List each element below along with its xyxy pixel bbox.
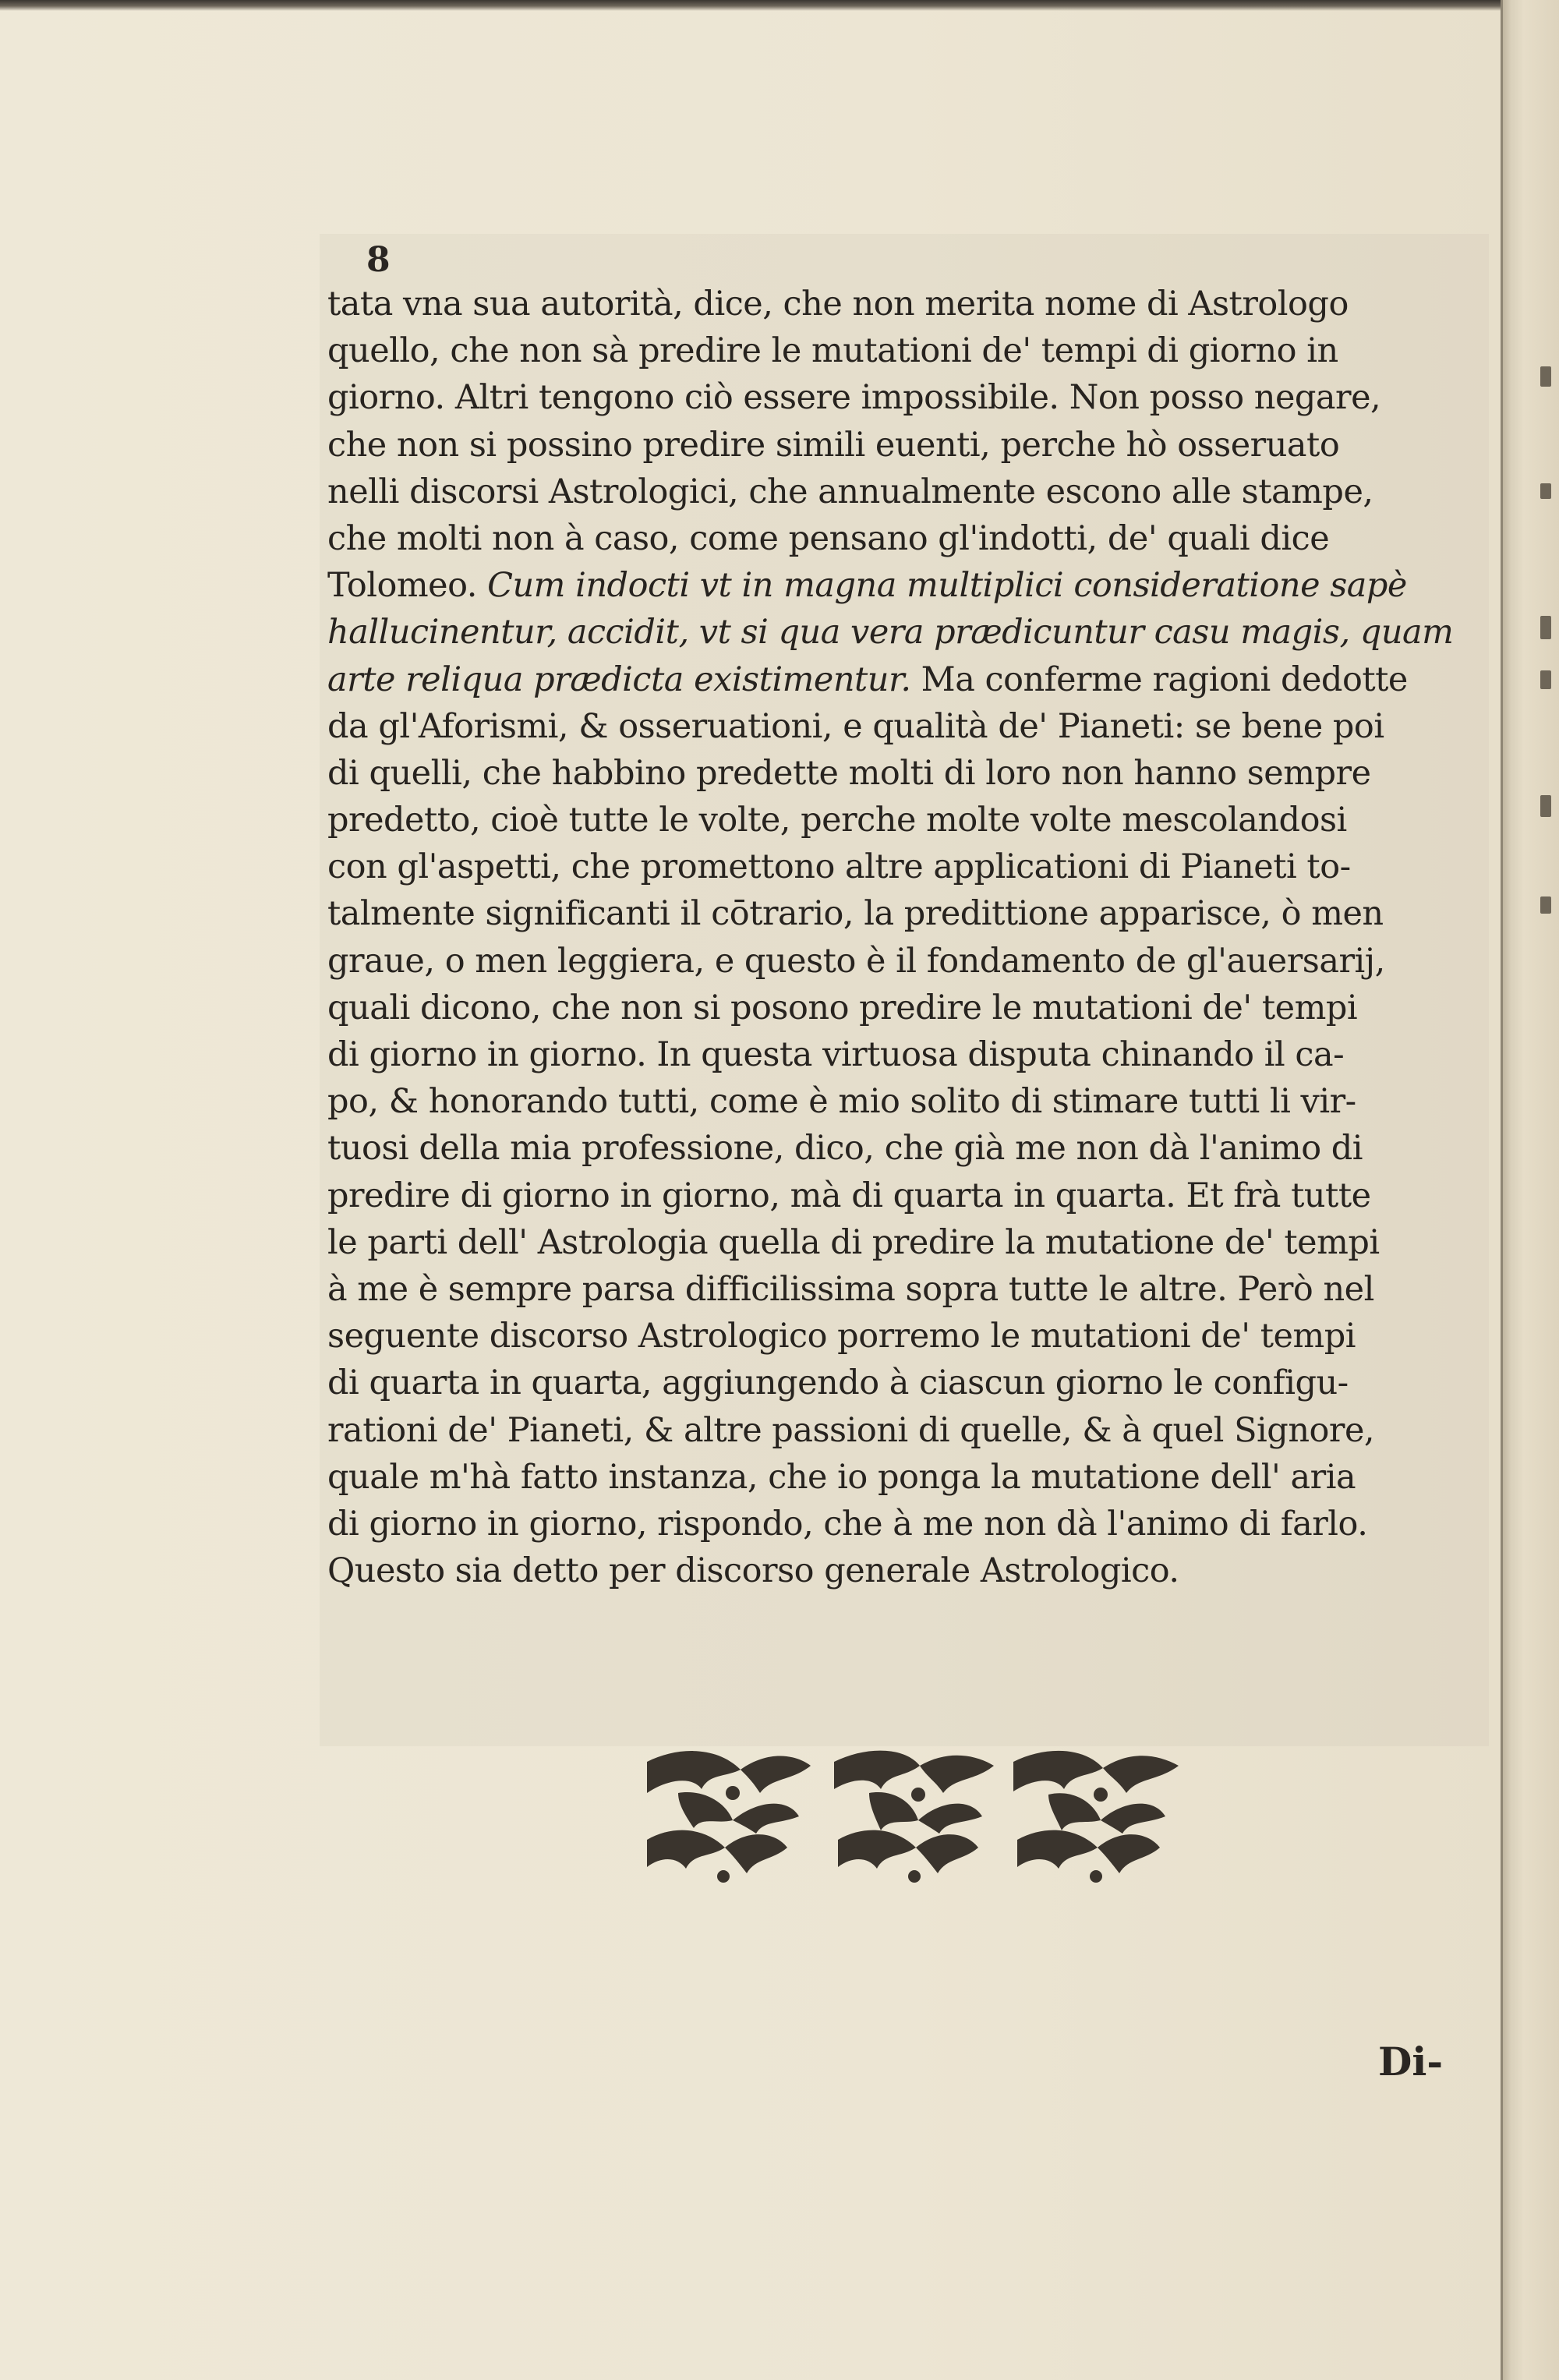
text-line: talmente significanti il cōtrario, la predittione apparisce, ò men — [327, 894, 1384, 934]
page-number: 8 — [366, 240, 391, 280]
body-text — [327, 281, 1489, 1594]
text-line: tuosi della mia professione, dico, che già me non dà l'animo di — [327, 1129, 1363, 1169]
text-line: graue, o men leggiera, e questo è il fondamento de gl'auersarij, — [327, 941, 1385, 981]
text-line: giorno. Altri tengono ciò essere impossibile. Non posso negare, — [327, 378, 1381, 418]
latin-quote: arte reliqua prædicta existimentur. — [327, 660, 911, 699]
text-line: po, & honorando tutti, come è mio solito di stimare tutti li vir- — [327, 1082, 1356, 1122]
text-line: quali dicono, che non si posono predire le mutationi de' tempi — [327, 988, 1358, 1027]
text-line: con gl'aspetti, che promettono altre applicationi di Pianeti to- — [327, 847, 1351, 887]
facing-page-mark — [1540, 366, 1551, 387]
text-line: rationi de' Pianeti, & altre passioni di quelle, & à quel Signore, — [327, 1410, 1375, 1450]
text-line: le parti dell' Astrologia quella di predire la mutatione de' tempi — [327, 1222, 1380, 1262]
facing-page-mark — [1540, 483, 1551, 499]
text-line: tata vna sua autorità, dice, che non merita nome di Astrologo — [327, 285, 1349, 324]
text-line-mixed — [327, 656, 1489, 703]
printers-ornament — [631, 1746, 1193, 1902]
text-line: nelli discorsi Astrologici, che annualmente escono alle stampe, — [327, 472, 1373, 511]
ornament-fleuron-lower — [838, 1830, 978, 1883]
text-line: di giorno in giorno. In questa virtuosa disputa chinando il ca- — [327, 1035, 1345, 1074]
text-line: di giorno in giorno, rispondo, che à me non dà l'animo di farlo. — [327, 1504, 1368, 1544]
text-roman: Ma conferme ragioni dedotte — [910, 660, 1408, 699]
latin-quote-line: hallucinentur, accidit, vt si qua vera prædicuntur casu magis, quam — [327, 613, 1454, 652]
page-top-edge — [0, 0, 1501, 11]
text-line: à me è sempre parsa difficilissima sopra tutte le altre. Però nel — [327, 1269, 1374, 1309]
gutter-line — [1501, 0, 1503, 2380]
text-line: che molti non à caso, come pensano gl'indotti, de' quali dice — [327, 518, 1330, 558]
facing-page-edge — [1501, 0, 1559, 2380]
text-line: da gl'Aforismi, & osseruationi, e qualità de' Pianeti: se bene poi — [327, 706, 1384, 746]
ornament-fleuron — [647, 1751, 811, 1834]
facing-page-mark — [1540, 896, 1551, 914]
text-line: predetto, cioè tutte le volte, perche molte volte mescolandosi — [327, 801, 1347, 840]
text-line: di quelli, che habbino predette molti di loro non hanno sempre — [327, 753, 1371, 793]
text-line: Questo sia detto per discorso generale Astrologico. — [327, 1551, 1179, 1591]
text-line-mixed — [327, 562, 1489, 609]
text-line: quello, che non sà predire le mutationi de' tempi di giorno in — [327, 331, 1338, 371]
text-line: che non si possino predire simili euenti, perche hò osseruato — [327, 425, 1340, 465]
facing-page-mark — [1540, 795, 1551, 817]
text-line: quale m'hà fatto instanza, che io ponga la mutatione dell' aria — [327, 1457, 1356, 1497]
text-line: predire di giorno in giorno, mà di quarta in quarta. Et frà tutte — [327, 1176, 1371, 1215]
catchword: Di- — [1378, 2039, 1444, 2085]
facing-page-mark — [1540, 616, 1551, 639]
text-line: di quarta in quarta, aggiungendo à ciascun giorno le configu- — [327, 1363, 1349, 1403]
facing-page-mark — [1540, 670, 1551, 689]
ornament-fleuron — [1013, 1751, 1179, 1834]
latin-quote: Cum indocti vt in magna multiplici consideratione sapè — [487, 566, 1407, 606]
text-line: seguente discorso Astrologico porremo le mutationi de' tempi — [327, 1317, 1356, 1356]
text-roman: Tolomeo. — [327, 566, 488, 606]
ornament-fleuron — [834, 1751, 994, 1834]
ornament-fleuron-lower — [647, 1830, 787, 1883]
ornament-fleuron-lower — [1017, 1830, 1160, 1883]
